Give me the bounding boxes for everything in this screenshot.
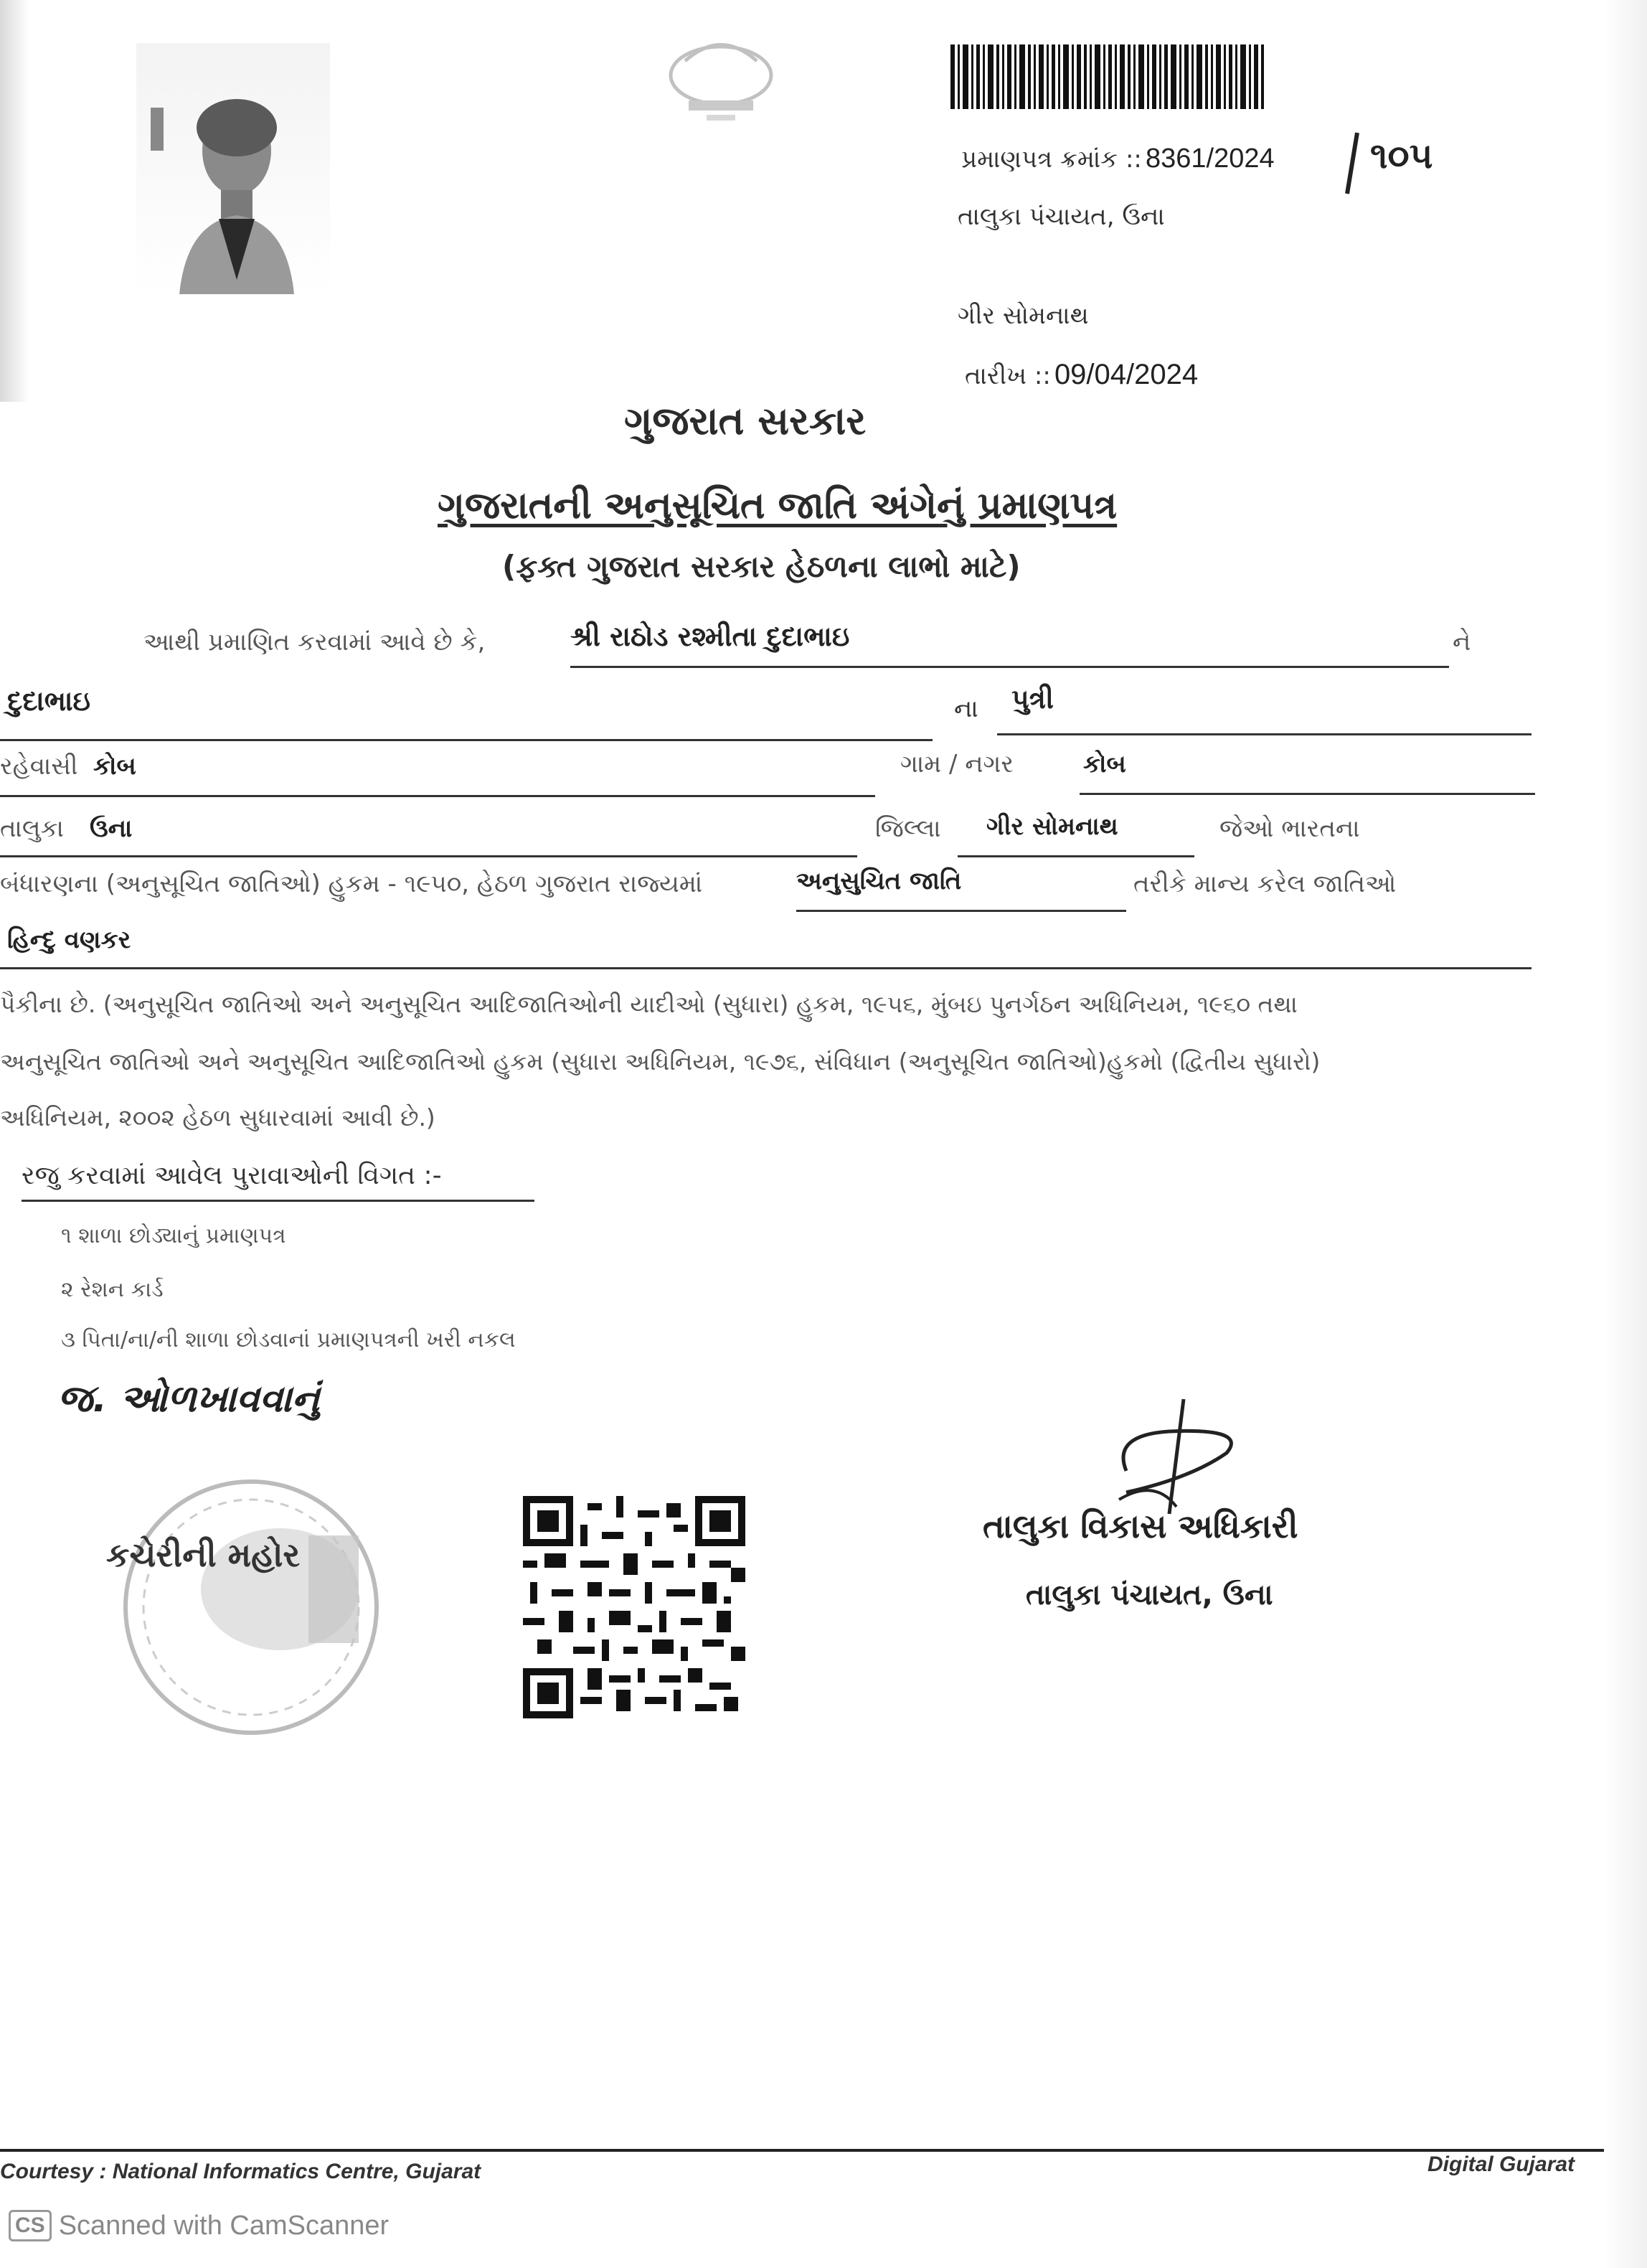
legal-paragraph-line-3: અધિનિયમ, ૨૦૦૨ હેઠળ સુધારવામાં આવી છે.) (0, 1104, 435, 1131)
issue-date (965, 359, 1198, 391)
certificate-subtitle: (ફક્ત ગુજરાત સરકાર હેઠળના લાભો માટે) (502, 549, 1021, 584)
applicant-name: શ્રી રાઠોડ રશ્મીતા દુદાભાઇ (570, 621, 850, 652)
officer-title: તાલુકા વિકાસ અધિકારી (983, 1507, 1298, 1545)
district-value: ગીર સોમનાથ (986, 812, 1118, 841)
certificate-number (961, 143, 1275, 174)
father-name: દુદાભાઇ (7, 685, 90, 717)
town-value: કોબ (1083, 750, 1126, 778)
issue-date-value: 09/04/2024 (1054, 359, 1199, 390)
evidence-item: ૩ પિતા/ના/ની શાળા છોડવાનાં પ્રમાણપત્રની ખરી નકલ (61, 1327, 516, 1352)
evidence-heading: રજુ કરવામાં આવેલ પુરાવાઓની વિગત :- (22, 1161, 442, 1190)
father-underline (0, 739, 933, 741)
handwritten-number-value: ૧૦૫ (1370, 135, 1433, 177)
relation: પુત્રી (1011, 683, 1054, 715)
certificate-number-value: 8361/2024 (1146, 143, 1275, 174)
evidence-item: ૧ શાળા છોડ્યાનું પ્રમાણપત્ર (61, 1223, 286, 1248)
issuing-district: ગીર સોમનાથ (958, 301, 1089, 330)
issue-date-label: તારીખ :: (965, 362, 1051, 390)
relation-prefix: ના (954, 695, 978, 723)
village-value: કોબ (93, 752, 136, 781)
town-underline (1080, 793, 1535, 795)
scan-edge-shadow (0, 0, 29, 402)
district-underline (958, 855, 1194, 857)
barcode (950, 44, 1306, 109)
taluka-label: તાલુકા (0, 814, 64, 843)
recognised-text: તરીકે માન્ય કરેલ જાતિઓ (1133, 870, 1397, 898)
qr-code (522, 1496, 746, 1718)
footer-divider (0, 2149, 1604, 2152)
after-district-text: જેઓ ભારતના (1219, 814, 1360, 843)
village-underline (0, 795, 875, 797)
office-seal-icon (93, 1442, 430, 1779)
state-emblem-icon (646, 32, 796, 140)
caste-underline (0, 967, 1532, 969)
applicant-photo (136, 43, 330, 294)
government-heading: ગુજરાત સરકાર (624, 398, 867, 443)
courtesy-text: Courtesy : National Informatics Centre, Gujarat (0, 2160, 481, 2183)
caste-category: અનુસુચિત જાતિ (796, 867, 962, 895)
issuing-office: તાલુકા પંચાયત, ઉના (958, 202, 1165, 231)
camscanner-icon: CS (9, 2210, 52, 2241)
stamp-label: કચેરીની મહોર (106, 1535, 301, 1574)
relation-underline (997, 733, 1532, 735)
taluka-underline (0, 855, 857, 857)
village-label: રહેવાસી (0, 752, 78, 781)
evidence-item: ૨ રેશન કાર્ડ (61, 1277, 164, 1302)
order-text: બંધારણના (અનુસૂચિત જાતિઓ) હુકમ - ૧૯૫૦, હેઠળ ગુજરાત રાજ્યમાં (0, 870, 703, 898)
left-signature-text: જ. ઓળખાવવાનું (57, 1378, 320, 1421)
certificate-title: ગુજરાતની અનુસૂચિત જાતિ અંગેનું પ્રમાણપત્ર (438, 484, 1118, 527)
town-label: ગામ / નગર (900, 750, 1014, 778)
officer-office: તાલુકા પંચાયત, ઉના (1026, 1578, 1273, 1611)
camscanner-text: Scanned with CamScanner (58, 2210, 390, 2241)
legal-paragraph-line-1: પૈકીના છે. (અનુસૂચિત જાતિઓ અને અનુસૂચિત આદિજાતિઓની યાદીઓ (સુધારા) હુકમ, ૧૯૫૬, મુંબઇ પુનર્ગઠન અધિનિયમ, ૧૯૬૦ તથા (0, 990, 1298, 1018)
district-label: જિલ્લા (875, 814, 941, 843)
digital-gujarat-text: Digital Gujarat (1427, 2152, 1575, 2176)
caste-name: હિન્દુ વણકર (7, 926, 131, 954)
legal-paragraph-line-2: અનુસૂચિત જાતિઓ અને અનુસૂચિત આદિજાતિઓ હુકમ (સુધારા અધિનિયમ, ૧૯૭૬, સંવિધાન (અનુસૂચિત જાતિઓ)હુકમો (દ્વિતીય સુધારો) (0, 1048, 1321, 1076)
category-underline (796, 910, 1126, 912)
intro-text: આથી પ્રમાણિત કરવામાં આવે છે કે, (143, 628, 486, 657)
name-suffix: ને (1453, 628, 1471, 657)
evidence-heading-underline (22, 1200, 534, 1202)
camscanner-watermark (9, 2210, 389, 2241)
scan-right-edge (1604, 0, 1647, 2268)
taluka-value: ઉના (90, 814, 133, 843)
certificate-number-label: પ્રમાણપત્ર ક્રમાંક :: (961, 145, 1142, 174)
name-underline (570, 666, 1449, 668)
handwritten-number (1341, 129, 1463, 197)
